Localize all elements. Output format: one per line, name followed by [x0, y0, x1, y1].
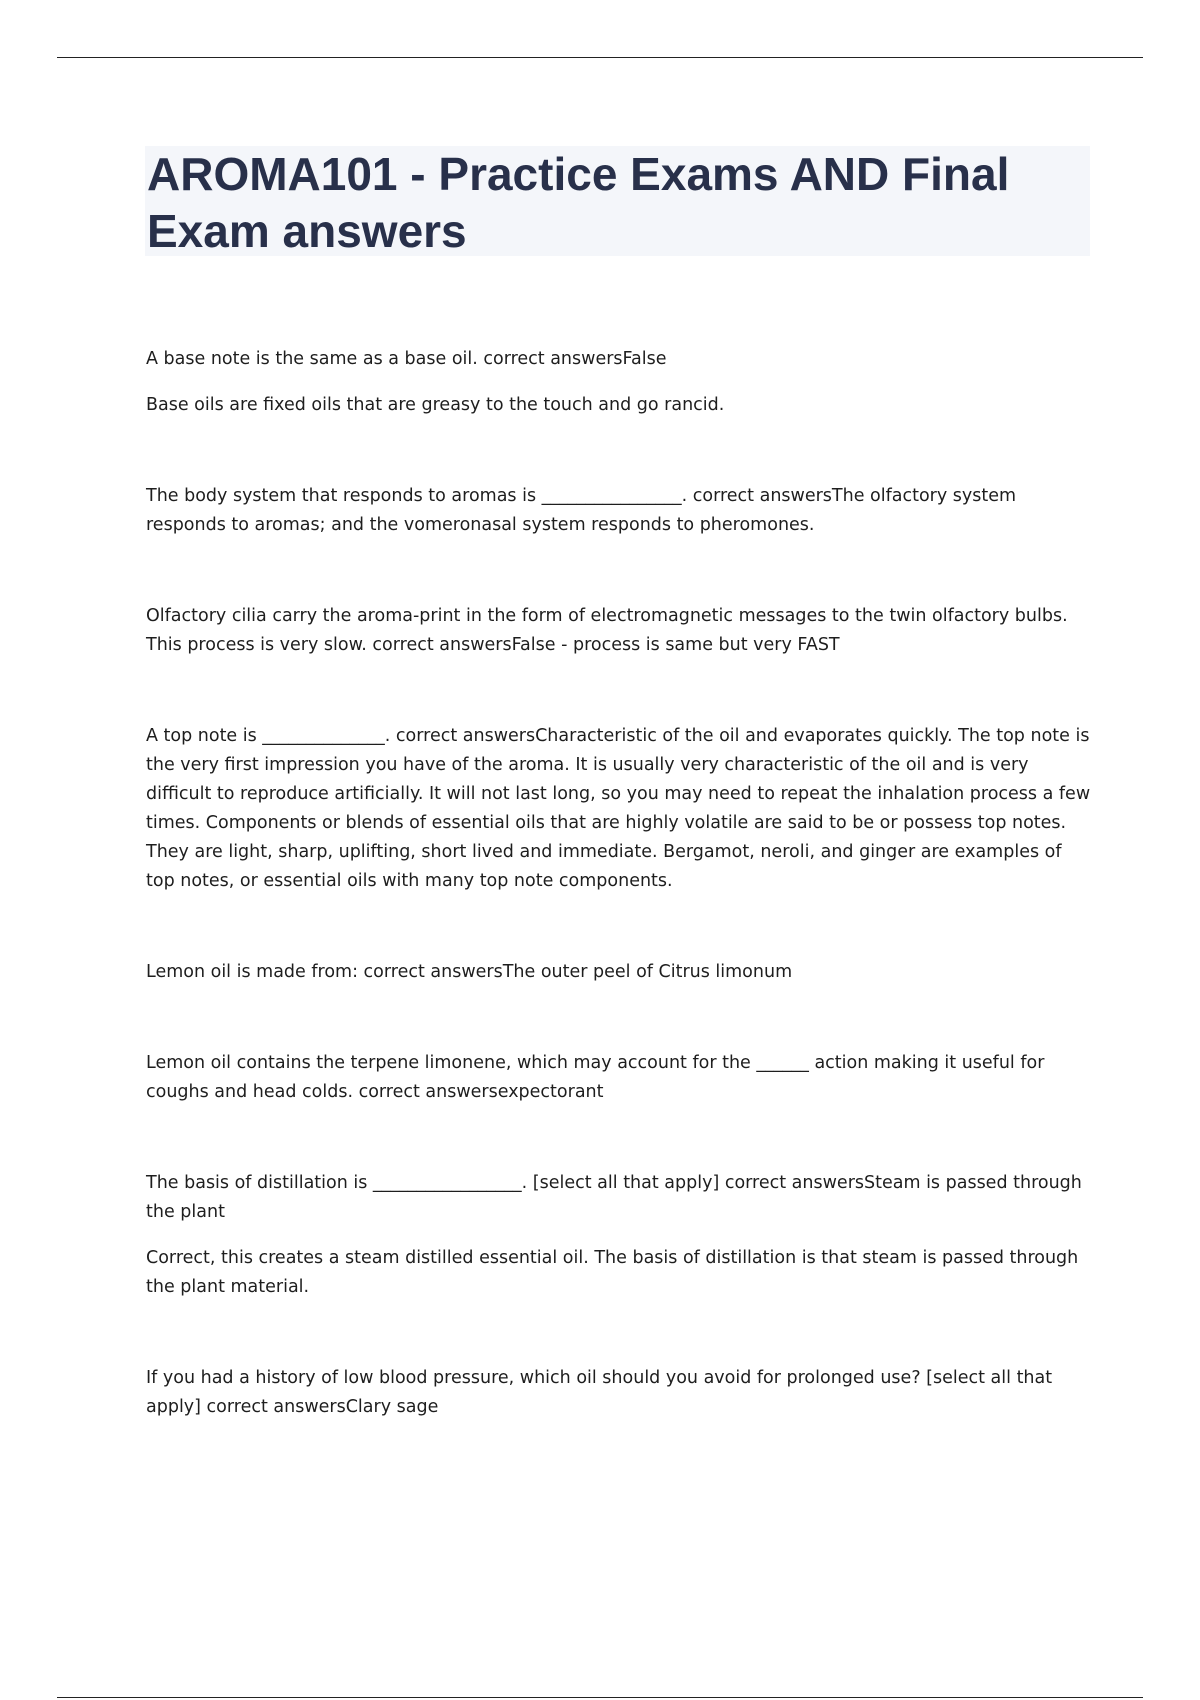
- qa-text: A top note is ______________. correct answersCharacteristic of the oil and evaporates quickly. The top note is the very first impression you have of the aroma. It is usually very characteristic of the oil and is very difficult to reproduce artificially. It will not last long, so you may need to repeat the inhalation process a few times. Components or blends of essential oils that are highly volatile are said to be or possess top notes. They are light, sharp, uplifting, short lived and immediate. Bergamot, neroli, and ginger are examples of top notes, or essential oils with many top note components.: [146, 726, 1091, 891]
- bottom-rule: [57, 1697, 1143, 1698]
- qa-text: Base oils are fixed oils that are greasy to the touch and go rancid.: [146, 395, 725, 415]
- qa-text: Correct, this creates a steam distilled essential oil. The basis of distillation is that steam is passed through the plant material.: [146, 1248, 1079, 1297]
- qa-text: Olfactory cilia carry the aroma-print in the form of electromagnetic messages to the twin olfactory bulbs. This process is very slow. correct answersFalse - process is same but very FAST: [146, 606, 1068, 655]
- qa-item: [146, 482, 1091, 540]
- qa-text: Lemon oil is made from: correct answersThe outer peel of Citrus limonum: [146, 962, 793, 982]
- qa-text: Lemon oil contains the terpene limonene, which may account for the ______ action making it useful for coughs and head colds. correct answersexpectorant: [146, 1053, 1045, 1102]
- qa-item: [146, 1169, 1091, 1302]
- page-title: AROMA101 - Practice Exams AND Final Exam answers: [147, 148, 1010, 257]
- qa-list: [146, 345, 1091, 1484]
- qa-text: If you had a history of low blood pressure, which oil should you avoid for prolonged use? [select all that apply] correct answersClary sage: [146, 1368, 1053, 1417]
- title-banner: [145, 146, 1090, 256]
- qa-text: The body system that responds to aromas is ________________. correct answersThe olfactory system responds to aromas; and the vomeronasal system responds to pheromones.: [146, 486, 1017, 535]
- top-rule: [57, 57, 1143, 58]
- qa-item: [146, 722, 1091, 896]
- qa-text: A base note is the same as a base oil. correct answersFalse: [146, 349, 667, 369]
- qa-item: [146, 602, 1091, 660]
- qa-text: The basis of distillation is _________________. [select all that apply] correct answersSteam is passed through the plant: [146, 1173, 1082, 1222]
- qa-item: [146, 1364, 1091, 1422]
- qa-item: [146, 1049, 1091, 1107]
- qa-item: [146, 345, 1091, 420]
- qa-item: [146, 958, 1091, 987]
